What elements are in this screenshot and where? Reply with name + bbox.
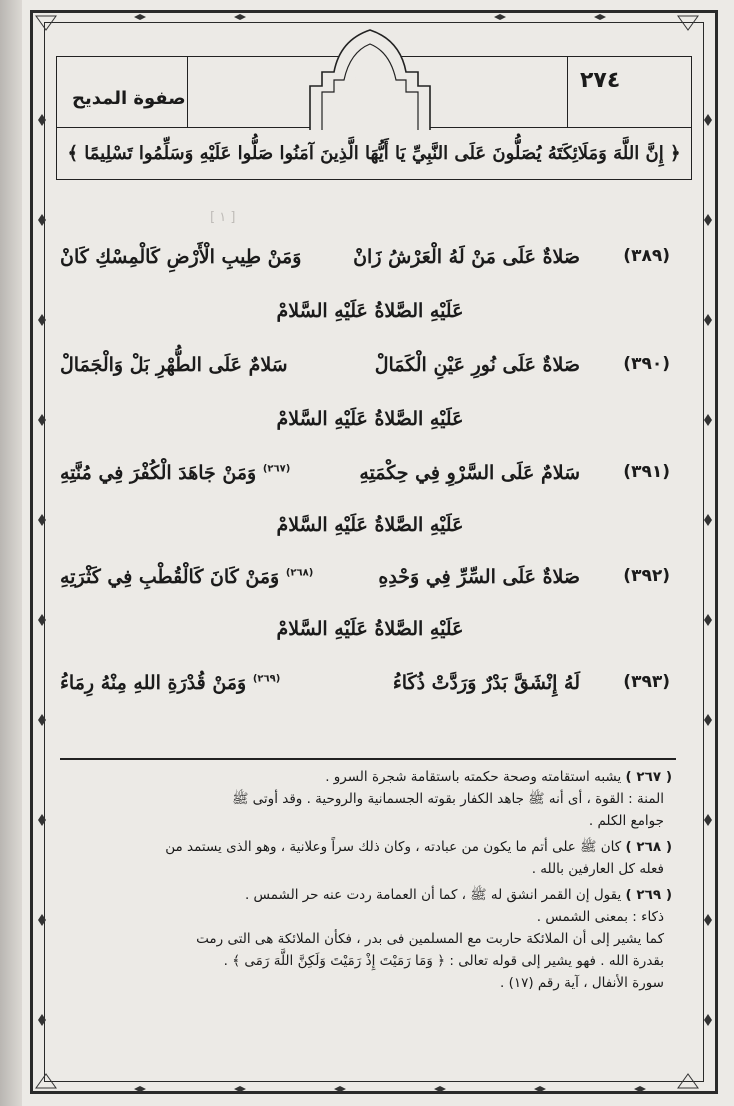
verse-second-hemistich [60,462,290,484]
verse-row [60,672,670,702]
section-title: صفوة المديح [72,88,186,109]
verse-row [60,462,670,492]
verse-second-hemistich: سَلامٌ عَلَى الطُّهْرِ بَلْ وَالْجَمَالْ [60,354,288,376]
footnote-line: بقدرة الله . فهو يشير إلى قوله تعالى : ﴿ وَمَا رَمَيْتَ إِذْ رَمَيْتَ وَلَكِنَّ اللَّهَ رَمَى ﴾ . [223,953,664,969]
page-number: ٢٧٤ [580,68,621,93]
footnote-ref: (٢٦٧) [262,463,291,475]
verse-second-hemistich-text: وَمَنْ قُدْرَةِ اللهِ مِنْهُ رِمَاءُ [60,672,247,694]
footnote-number: ( ٢٦٧ ) [625,769,672,785]
footnote-line [66,884,672,906]
verse-number: (٣٩٠) [623,354,670,374]
footnote-text: يقول إن القمر انشق له ﷺ ، كما أن العمامة ردت عنه حر الشمس . [244,887,622,903]
verse-number: (٣٩١) [623,462,670,482]
verse-second-hemistich-text: وَمَنْ كَانَ كَالْقُطْبِ فِي كَثْرَتِهِ [60,566,280,588]
verse-row [60,354,670,384]
arch-crescent-icon [300,26,440,130]
verse-first-hemistich: صَلاةٌ عَلَى السِّرِّ فِي وَحْدِهِ [378,566,580,588]
footnote-line: كما يشير إلى أن الملائكة حاربت مع المسلمين فى بدر ، فكأن الملائكة هى التى رمت [196,931,664,947]
footnote-text: كان ﷺ على أتم ما يكون من عبادته ، وكان ذلك سراً وعلانية ، وهو الذى يستمد من [165,839,622,855]
quran-verse-band: ﴿ إِنَّ اللَّهَ وَمَلَائِكَتَهُ يُصَلُّونَ عَلَى النَّبِيِّ يَا أَيُّهَا الَّذِينَ آمَنُوا صَلُّوا عَلَيْهِ وَسَلِّمُوا تَسْلِيمًا ﴾ [56,128,692,180]
verse-row [60,566,670,596]
header-divider [187,57,188,127]
footnote-ref: (٢٦٨) [285,567,314,579]
verse-number: (٣٨٩) [623,246,670,266]
header-divider [567,57,568,127]
refrain-line: عَلَيْهِ الصَّلاةُ عَلَيْهِ السَّلامْ [276,300,464,322]
verse-second-hemistich-text: وَمَنْ جَاهَدَ الْكُفْرَ فِي مُنَّتِهِ [60,462,257,484]
footnote-number: ( ٢٦٩ ) [625,887,672,903]
refrain-line: عَلَيْهِ الصَّلاةُ عَلَيْهِ السَّلامْ [276,514,464,536]
footnote-line: ذكاء : بمعنى الشمس . [536,909,664,925]
refrain-line: عَلَيْهِ الصَّلاةُ عَلَيْهِ السَّلامْ [276,408,464,430]
footnote-line: فعله كل العارفين بالله . [531,861,664,877]
footnote-line: جوامع الكلم . [588,813,664,829]
verse-second-hemistich [60,672,280,694]
footnote-ref: (٢٦٩) [252,673,281,685]
footnote-separator [60,758,676,760]
footnotes [66,766,672,994]
verse-row [60,246,670,276]
verse-number: (٣٩٣) [623,672,670,692]
footnote-line [66,766,672,788]
verse-number: (٣٩٢) [623,566,670,586]
verse-second-hemistich: وَمَنْ طِيبِ الْأَرْضِ كَالْمِسْكِ كَانْ [60,246,302,268]
verse-first-hemistich: صَلاةٌ عَلَى مَنْ لَهُ الْعَرْشُ زَانْ [353,246,580,268]
footnote-text: يشبه استقامته وصحة حكمته باستقامة شجرة السرو . [325,769,622,785]
footnote-line: سورة الأنفال ، آية رقم (١٧) . [500,975,664,991]
verse-first-hemistich: لَهُ إِنْشَقَّ بَدْرٌ وَرَدَّتْ ذُكَاءُ [392,672,580,694]
footnote-line [66,836,672,858]
verse-first-hemistich: سَلامٌ عَلَى السَّرْوِ فِي حِكْمَتِهِ [359,462,580,484]
refrain-line: عَلَيْهِ الصَّلاةُ عَلَيْهِ السَّلامْ [276,618,464,640]
verse-first-hemistich: صَلاةٌ عَلَى نُورِ عَيْنِ الْكَمَالْ [374,354,580,376]
verse-second-hemistich [60,566,313,588]
bleed-through-text: [ ١ ] [210,210,236,225]
footnote-line: المنة : القوة ، أى أنه ﷺ جاهد الكفار بقوته الجسمانية والروحية . وقد أوتى ﷺ [232,791,664,807]
footnote-number: ( ٢٦٨ ) [625,839,672,855]
